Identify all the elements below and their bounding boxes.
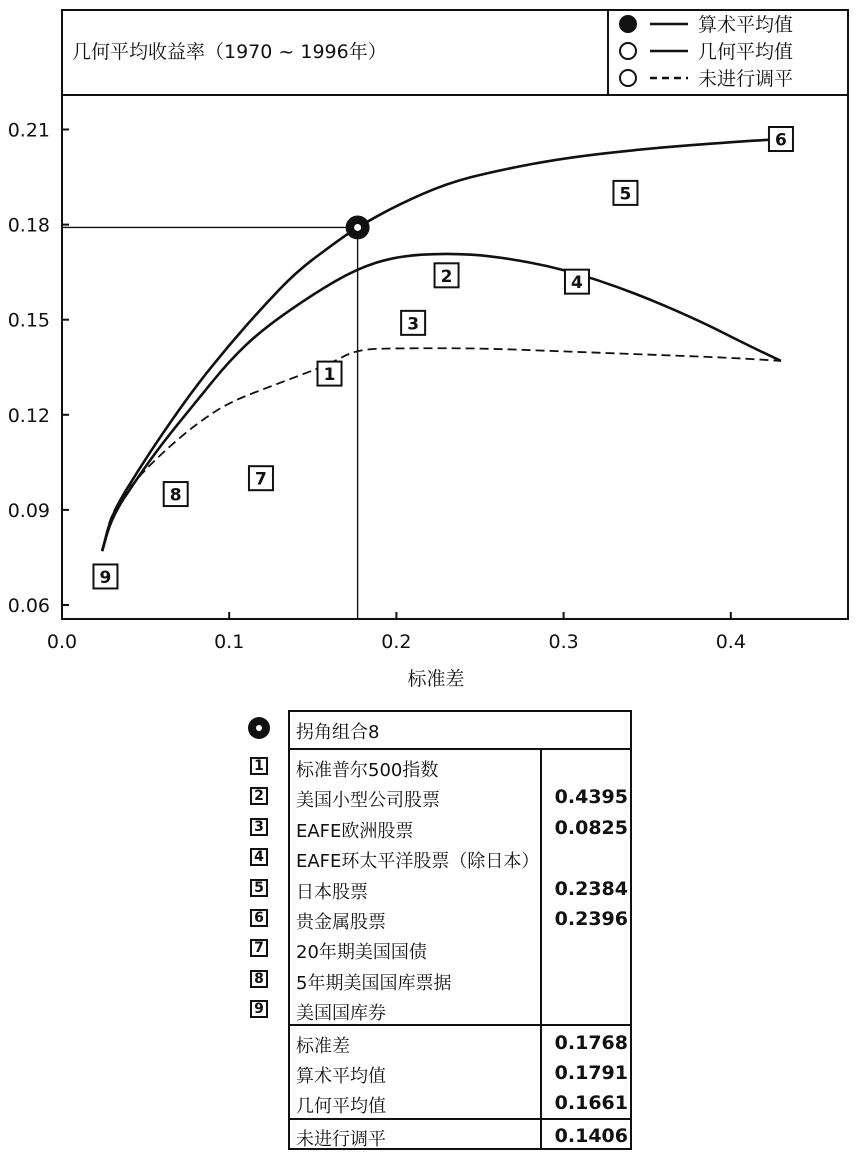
row-number-badge: 3: [250, 818, 268, 836]
row-value: 0.2384: [554, 877, 628, 900]
y-tick-label: 0.15: [7, 309, 50, 332]
asset-label-1: 1: [323, 365, 336, 386]
legend-label: 几何平均值: [698, 41, 794, 63]
asset-row: [244, 782, 644, 812]
y-tick-label: 0.06: [7, 595, 50, 617]
table-header-divider: [288, 748, 632, 750]
row-value: 0.1791: [554, 1062, 628, 1084]
series-line-2: [102, 254, 781, 551]
asset-markers: [93, 127, 792, 588]
asset-label-5: 5: [619, 184, 632, 205]
legend-marker-open-circle: [620, 43, 636, 59]
legend: [619, 14, 793, 90]
asset-label-8: 8: [169, 485, 182, 506]
row-label: 日本股票: [296, 881, 368, 903]
legend-label: 算术平均值: [698, 14, 794, 36]
row-label: 标准差: [296, 1036, 350, 1057]
series-layer: [102, 139, 781, 551]
asset-row: [244, 874, 644, 904]
y-tick-label: 0.18: [7, 214, 50, 237]
row-value: 0.4395: [554, 786, 628, 809]
asset-label-7: 7: [255, 469, 267, 490]
row-label: 美国小型公司股票: [296, 790, 440, 812]
row-label: EAFE欧洲股票: [296, 820, 414, 842]
row-number-badge: 5: [250, 879, 268, 897]
table-header-row: [244, 714, 644, 744]
x-tick-label: 0.4: [715, 631, 746, 653]
row-label: 几何平均值: [296, 1096, 386, 1117]
asset-label-2: 2: [440, 266, 453, 287]
row-value: 0.1768: [554, 1032, 628, 1054]
row-label: 贵金属股票: [296, 912, 386, 933]
row-label: 20年期美国国债: [296, 942, 427, 964]
table-footer-divider: [288, 1118, 632, 1120]
stat-row: [244, 1028, 644, 1058]
series-line-3: [102, 348, 781, 551]
chart-title: 几何平均收益率（1970 ~ 1996年）: [72, 41, 387, 63]
row-number-badge: 9: [250, 1000, 268, 1018]
asset-row: [244, 934, 644, 964]
row-label: EAFE环太平洋股票（除日本）: [296, 851, 540, 873]
table-header-label: 拐角组合8: [296, 722, 380, 743]
tangent-guides: [62, 215, 370, 619]
series-line-1: [102, 139, 781, 551]
y-tick-label: 0.21: [7, 119, 50, 142]
asset-label-6: 6: [775, 130, 787, 151]
asset-label-3: 3: [407, 314, 420, 335]
row-value: 0.2396: [554, 908, 628, 930]
row-number-badge: 4: [250, 848, 268, 866]
row-number-badge: 1: [250, 757, 268, 775]
row-label: 美国国库券: [296, 1003, 386, 1025]
row-label: 未进行调平: [296, 1129, 386, 1150]
asset-label-4: 4: [571, 273, 583, 294]
asset-label-9: 9: [99, 567, 112, 588]
asset-row: [244, 813, 644, 843]
asset-row: [244, 752, 644, 782]
stat-row: [244, 1058, 644, 1088]
y-tick-label: 0.09: [7, 499, 50, 522]
row-value: 0.1406: [554, 1125, 628, 1147]
legend-marker-open-circle: [620, 70, 636, 86]
stat-row: [244, 1088, 644, 1118]
x-tick-label: 0.2: [381, 631, 412, 653]
asset-row: [244, 995, 644, 1025]
row-number-badge: 7: [250, 939, 268, 957]
row-number-badge: 2: [250, 787, 268, 805]
legend-marker-filled-circle: [619, 15, 637, 33]
row-number-badge: 8: [250, 970, 268, 988]
footer-row: [244, 1121, 644, 1151]
x-tick-label: 0.3: [548, 631, 579, 653]
tangent-portfolio-marker-center: [354, 224, 361, 231]
asset-row: [244, 843, 644, 873]
y-tick-label: 0.12: [7, 404, 50, 427]
asset-row: [244, 965, 644, 995]
plot-frame: [62, 10, 848, 619]
row-number-badge: 6: [250, 909, 268, 927]
x-axis-label: 标准差: [407, 668, 465, 690]
tangent-portfolio-icon: [248, 717, 270, 739]
row-label: 5年期美国国库票据: [296, 972, 452, 994]
x-tick-label: 0.0: [46, 631, 78, 653]
asset-row: [244, 904, 644, 934]
row-label: 标准普尔500指数: [296, 760, 439, 781]
row-value: 0.0825: [554, 816, 628, 839]
x-tick-label: 0.1: [214, 631, 245, 653]
row-label: 算术平均值: [296, 1066, 386, 1087]
row-value: 0.1661: [554, 1092, 628, 1114]
legend-label: 未进行调平: [698, 68, 794, 90]
